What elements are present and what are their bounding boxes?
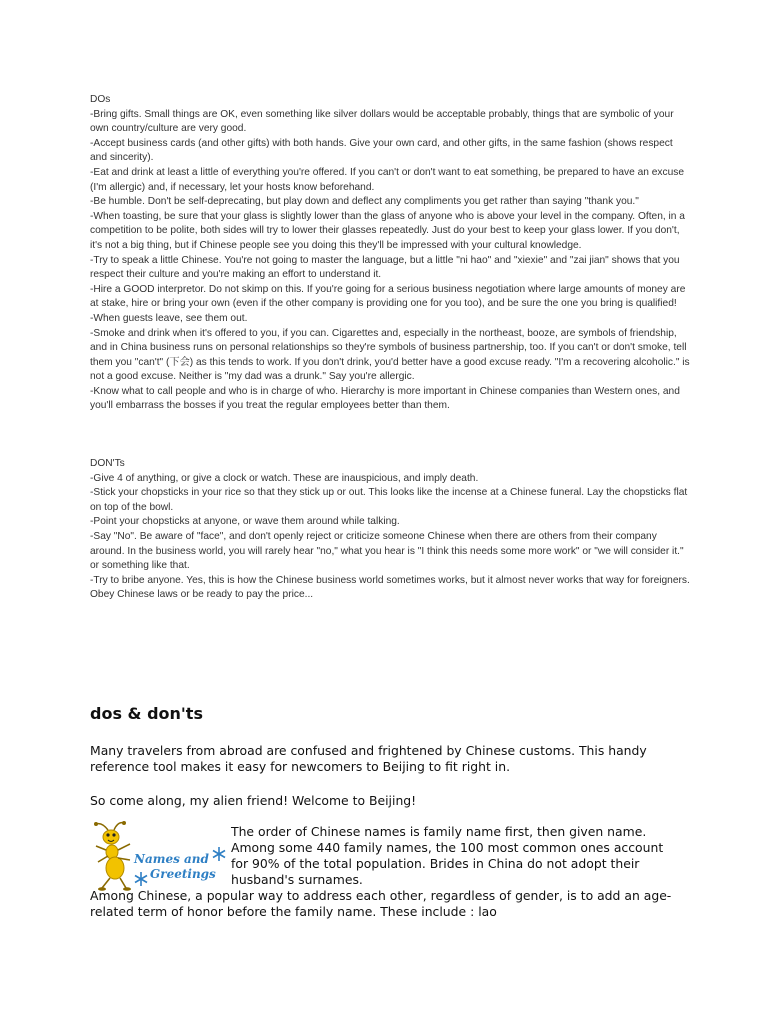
dos-heading: DOs (90, 94, 111, 105)
ant-mascot-icon (90, 820, 138, 892)
dos-item: -Try to speak a little Chinese. You're not going to master the language, but a little "ni hao" and "xiexie" and "zai jian" shows that you respect their culture and you're making an effort to understand it. (90, 254, 680, 281)
donts-heading: DON'Ts (90, 458, 125, 469)
donts-item: -Give 4 of anything, or give a clock or watch. These are inauspicious, and imply death. (90, 472, 479, 484)
donts-item: -Try to bribe anyone. Yes, this is how the Chinese business world sometimes works, but it almost never works that way for foreigners. Obey Chinese laws or be ready to pay the price... (90, 574, 690, 601)
dos-item: -Hire a GOOD interpretor. Do not skimp on this. If you're going for a serious business negotiation where large amounts of money are at stake, hire or bring your own (even if the other company is providing one for you too), and be sure the one you bring is qualified! (90, 283, 686, 310)
dos-item: -Know what to call people and who is in charge of who. Hierarchy is more important in Chinese companies than Western ones, and you'll embarrass the bosses if you treat the regular employees better than them. (90, 385, 680, 412)
dos-item: -Be humble. Don't be self-deprecating, but play down and deflect any compliments you get rather than saying "thank you." (90, 196, 639, 208)
donts-item: -Point your chopsticks at anyone, or wave them around while talking. (90, 516, 400, 528)
dos-section (90, 93, 690, 414)
donts-item: -Say "No". Be aware of "face", and don't openly reject or criticize someone Chinese when there are others from their company around. In the business world, you will rarely hear "no," what you hear is "I think this needs some more work" or "we will consider it." or something like that. (90, 530, 684, 572)
welcome-line: So come along, my alien friend! Welcome to Beijing! (90, 793, 417, 808)
dos-item: -Bring gifts. Small things are OK, even something like silver dollars would be acceptable probably, things that are symbolic of your own country/culture are very good. (90, 108, 674, 135)
dos-item: -When guests leave, see them out. (90, 312, 248, 324)
dos-item: -Smoke and drink when it's offered to you, if you can. Cigarettes and, especially in the northeast, booze, are symbols of friendship, and in China business runs on personal relationships so they're symbols of business partnership, too. If you can't or don't smoke, tell them you "can't" (下会) as this tends to work. If you don't drink, you'd better have a good excuse ready. "I'm a recovering alcoholic." is not a good excuse. Neither is "my dad was a drunk." Say you're allergic. (90, 327, 690, 383)
donts-section (90, 457, 690, 603)
logo-text-line2: Greetings (150, 867, 216, 881)
dos-item: -When toasting, be sure that your glass is slightly lower than the glass of anyone who is above your level in the company. Often, in a competition to be polite, both sides will try to lower their glasses repeatedly. Just do your best to keep your glass lower. If you don't, it's not a big thing, but if Chinese people see you doing this they'll be impressed with your cultural knowledge. (90, 210, 685, 251)
names-paragraph-2: Among Chinese, a popular way to address each other, regardless of gender, is to add an age-related term of honor before the family name. These include : lao (90, 888, 672, 919)
names-paragraph-1: The order of Chinese names is family name first, then given name. Among some 440 family names, the 100 most common ones account for 90% of the total population. Brides in China do not adopt their husband's surnames. (231, 824, 664, 887)
donts-item: -Stick your chopsticks in your rice so that they stick up or out. This looks like the incense at a Chinese funeral. Lay the chopsticks flat on top of the bowl. (90, 487, 688, 513)
logo-text-line1: Names and (134, 852, 209, 866)
snowflake-icon (211, 846, 227, 862)
section-heading: dos & don'ts (90, 704, 203, 723)
intro-paragraph: Many travelers from abroad are confused and frightened by Chinese customs. This handy reference tool makes it easy for newcomers to Beijing to fit right in. (90, 743, 647, 774)
snowflake-icon (133, 871, 149, 887)
dos-item: -Eat and drink at least a little of everything you're offered. If you can't or don't want to eat something, be prepared to have an excuse (I'm allergic) and, if necessary, let your hosts know beforehand. (90, 166, 685, 193)
names-greetings-logo (90, 820, 225, 892)
dos-item: -Accept business cards (and other gifts) with both hands. Give your own card, and other gifts, in the same fashion (shows respect and sincerity). (90, 137, 673, 164)
